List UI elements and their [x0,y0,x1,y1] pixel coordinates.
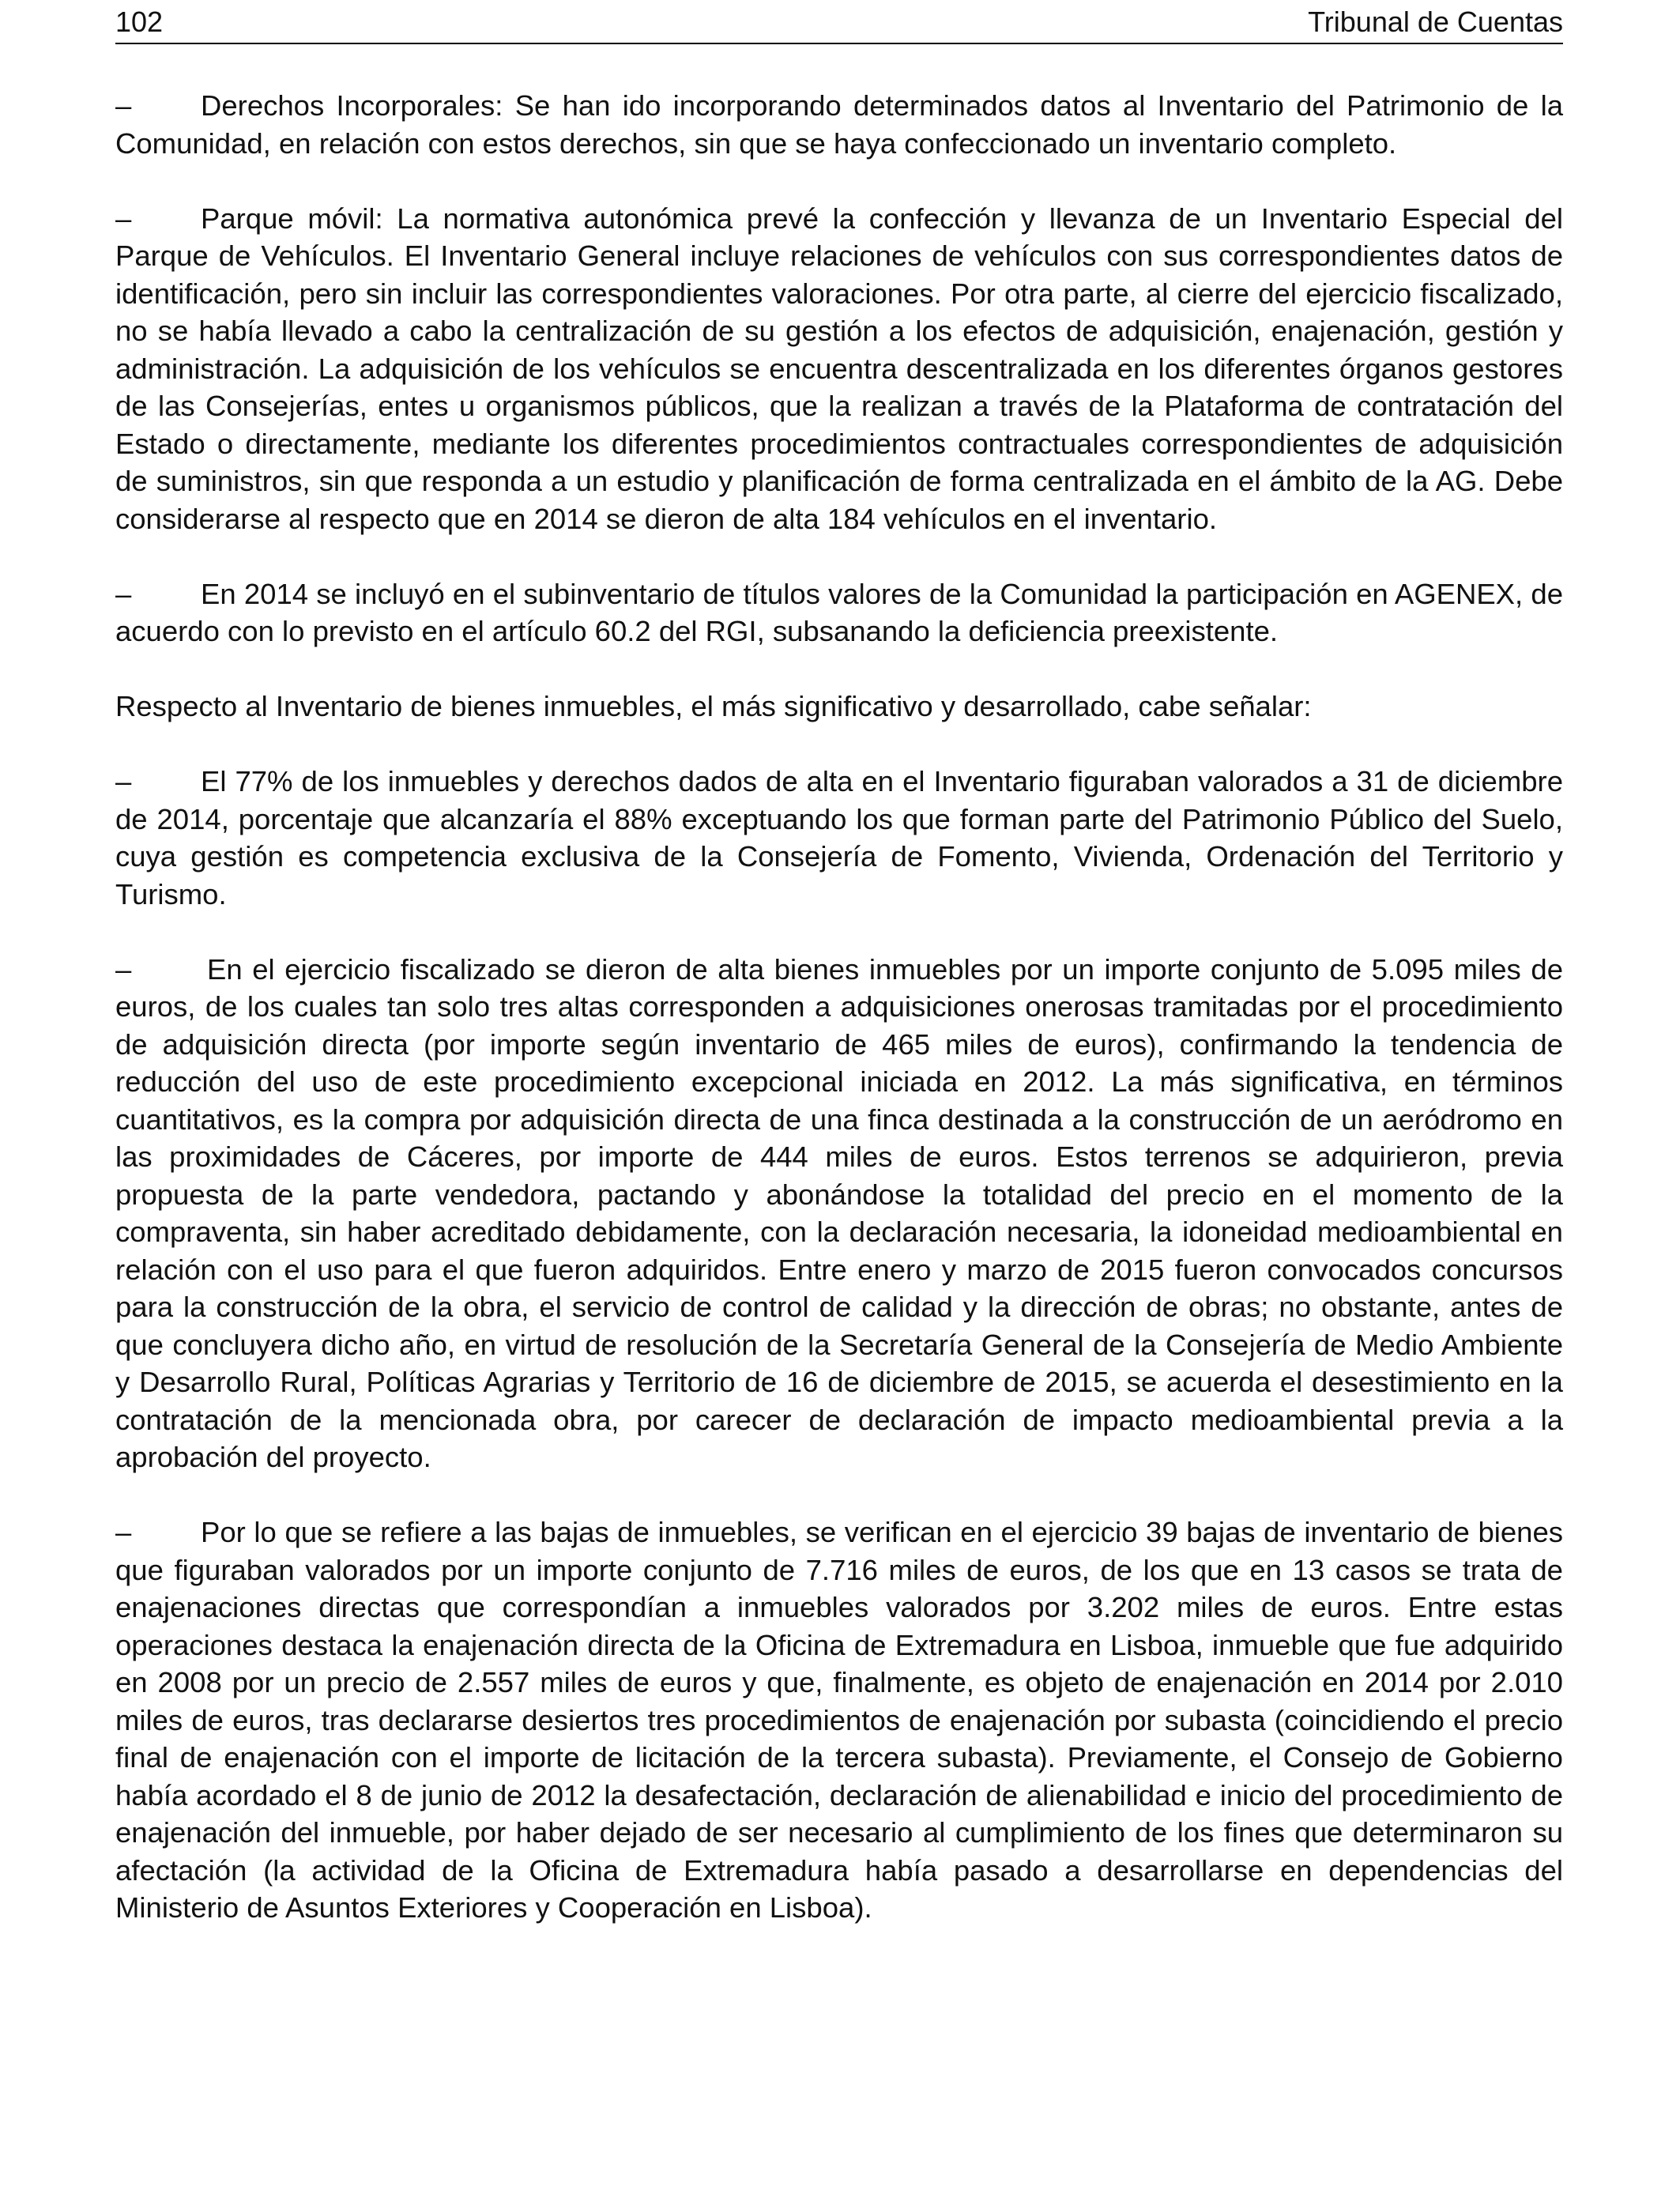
paragraph-text: Respecto al Inventario de bienes inmuebles, el más significativo y desarrollado, cabe señalar: [115,690,1312,722]
document-page [115,0,1563,1927]
bullet-inmuebles-valorados [115,763,1563,913]
paragraph-text: El 77% de los inmuebles y derechos dados de alta en el Inventario figuraban valorados a 31 de diciembre de 2014, porcentaje que alcanzaría el 88% exceptuando los que forman parte del Patrimonio Público del Suelo, cuya gestión es competencia exclusiva de la Consejería de Fomento, Vivienda, Ordenación del Territorio y Turismo. [115,765,1563,910]
bullet-derechos-incorporales [115,87,1563,162]
paragraph-text: En 2014 se incluyó en el subinventario de títulos valores de la Comunidad la participación en AGENEX, de acuerdo con lo previsto en el artículo 60.2 del RGI, subsanando la deficiencia preexistente. [115,577,1563,647]
paragraph-text: En el ejercicio fiscalizado se dieron de alta bienes inmuebles por un importe conjunto de 5.095 miles de euros, de los cuales tan solo tres altas corresponden a adquisiciones onerosas tramitadas por el procedimiento de adquisición directa (por importe según inventario de 465 miles de euros), confirmando la tendencia de reducción del uso de este procedimiento excepcional iniciada en 2012. La más significativa, en términos cuantitativos, es la compra por adquisición directa de una finca destinada a la construcción de un aeródromo en las proximidades de Cáceres, por importe de 444 miles de euros. Estos terrenos se adquirieron, previa propuesta de la parte vendedora, pactando y abonándose la totalidad del precio en el momento de la compraventa, sin haber acreditado debidamente, con la declaración necesaria, la idoneidad medioambiental en relación con el uso para el que fueron adquiridos. Entre enero y marzo de 2015 fueron convocados concursos para la construcción de la obra, el servicio de control de calidad y la dirección de obras; no obstante, antes de que concluyera dicho año, en virtud de resolución de la Secretaría General de la Consejería de Medio Ambiente y Desarrollo Rural, Políticas Agrarias y Territorio de 16 de diciembre de 2015, se acuerda el desestimiento en la contratación de la mencionada obra, por carecer de declaración de impacto medioambiental previa a la aprobación del proyecto. [115,952,1563,1473]
bullet-dash: – [115,765,132,797]
paragraph-text: Parque móvil: La normativa autonómica prevé la confección y llevanza de un Inventario Especial del Parque de Vehículos. El Inventario General incluye relaciones de vehículos con sus correspondientes datos de identificación, pero sin incluir las correspondientes valoraciones. Por otra parte, al cierre del ejercicio fiscalizado, no se había llevado a cabo la centralización de su gestión a los efectos de adquisición, enajenación, gestión y administración. La adquisición de los vehículos se encuentra descentralizada en los diferentes órganos gestores de las Consejerías, entes u organismos públicos, que la realizan a través de la Plataforma de contratación del Estado o directamente, mediante los diferentes procedimientos contractuales correspondientes de adquisición de suministros, sin que responda a un estudio y planificación de forma centralizada en el ámbito de la AG. Debe considerarse al respecto que en 2014 se dieron de alta 184 vehículos en el inventario. [115,202,1563,535]
bullet-dash: – [115,1516,132,1548]
running-title: Tribunal de Cuentas [1308,6,1563,38]
bullet-titulos-valores [115,575,1563,650]
bullet-dash: – [115,89,132,122]
bullet-altas-inmuebles [115,951,1563,1476]
page-number: 102 [115,6,164,38]
bullet-parque-movil [115,200,1563,538]
bullet-dash: – [115,202,132,235]
bullet-dash: – [115,577,132,610]
paragraph-text: Derechos Incorporales: Se han ido incorporando determinados datos al Inventario del Patrimonio de la Comunidad, en relación con estos derechos, sin que se haya confeccionado un inventario completo. [115,89,1563,160]
bullet-dash: – [115,952,132,986]
paragraph-text: Por lo que se refiere a las bajas de inmuebles, se verifican en el ejercicio 39 bajas de inventario de bienes que figuraban valorados por un importe conjunto de 7.716 miles de euros, de los que en 13 casos se trata de enajenaciones directas que correspondían a inmuebles valorados por 3.202 miles de euros. Entre estas operaciones destaca la enajenación directa de la Oficina de Extremadura en Lisboa, inmueble que fue adquirido en 2008 por un precio de 2.557 miles de euros y que, finalmente, es objeto de enajenación en 2014 por 2.010 miles de euros, tras declararse desiertos tres procedimientos de enajenación por subasta (coincidiendo el precio final de enajenación con el importe de licitación de la tercera subasta). Previamente, el Consejo de Gobierno había acordado el 8 de junio de 2012 la desafectación, declaración de alienabilidad e inicio del procedimiento de enajenación del inmueble, por haber dejado de ser necesario al cumplimiento de los fines que determinaron su afectación (la actividad de la Oficina de Extremadura había pasado a desarrollarse en dependencias del Ministerio de Asuntos Exteriores y Cooperación en Lisboa). [115,1516,1563,1924]
running-header [115,0,1563,44]
document-body [115,87,1563,1927]
bullet-bajas-inmuebles [115,1514,1563,1927]
intro-bienes-inmuebles [115,688,1563,726]
